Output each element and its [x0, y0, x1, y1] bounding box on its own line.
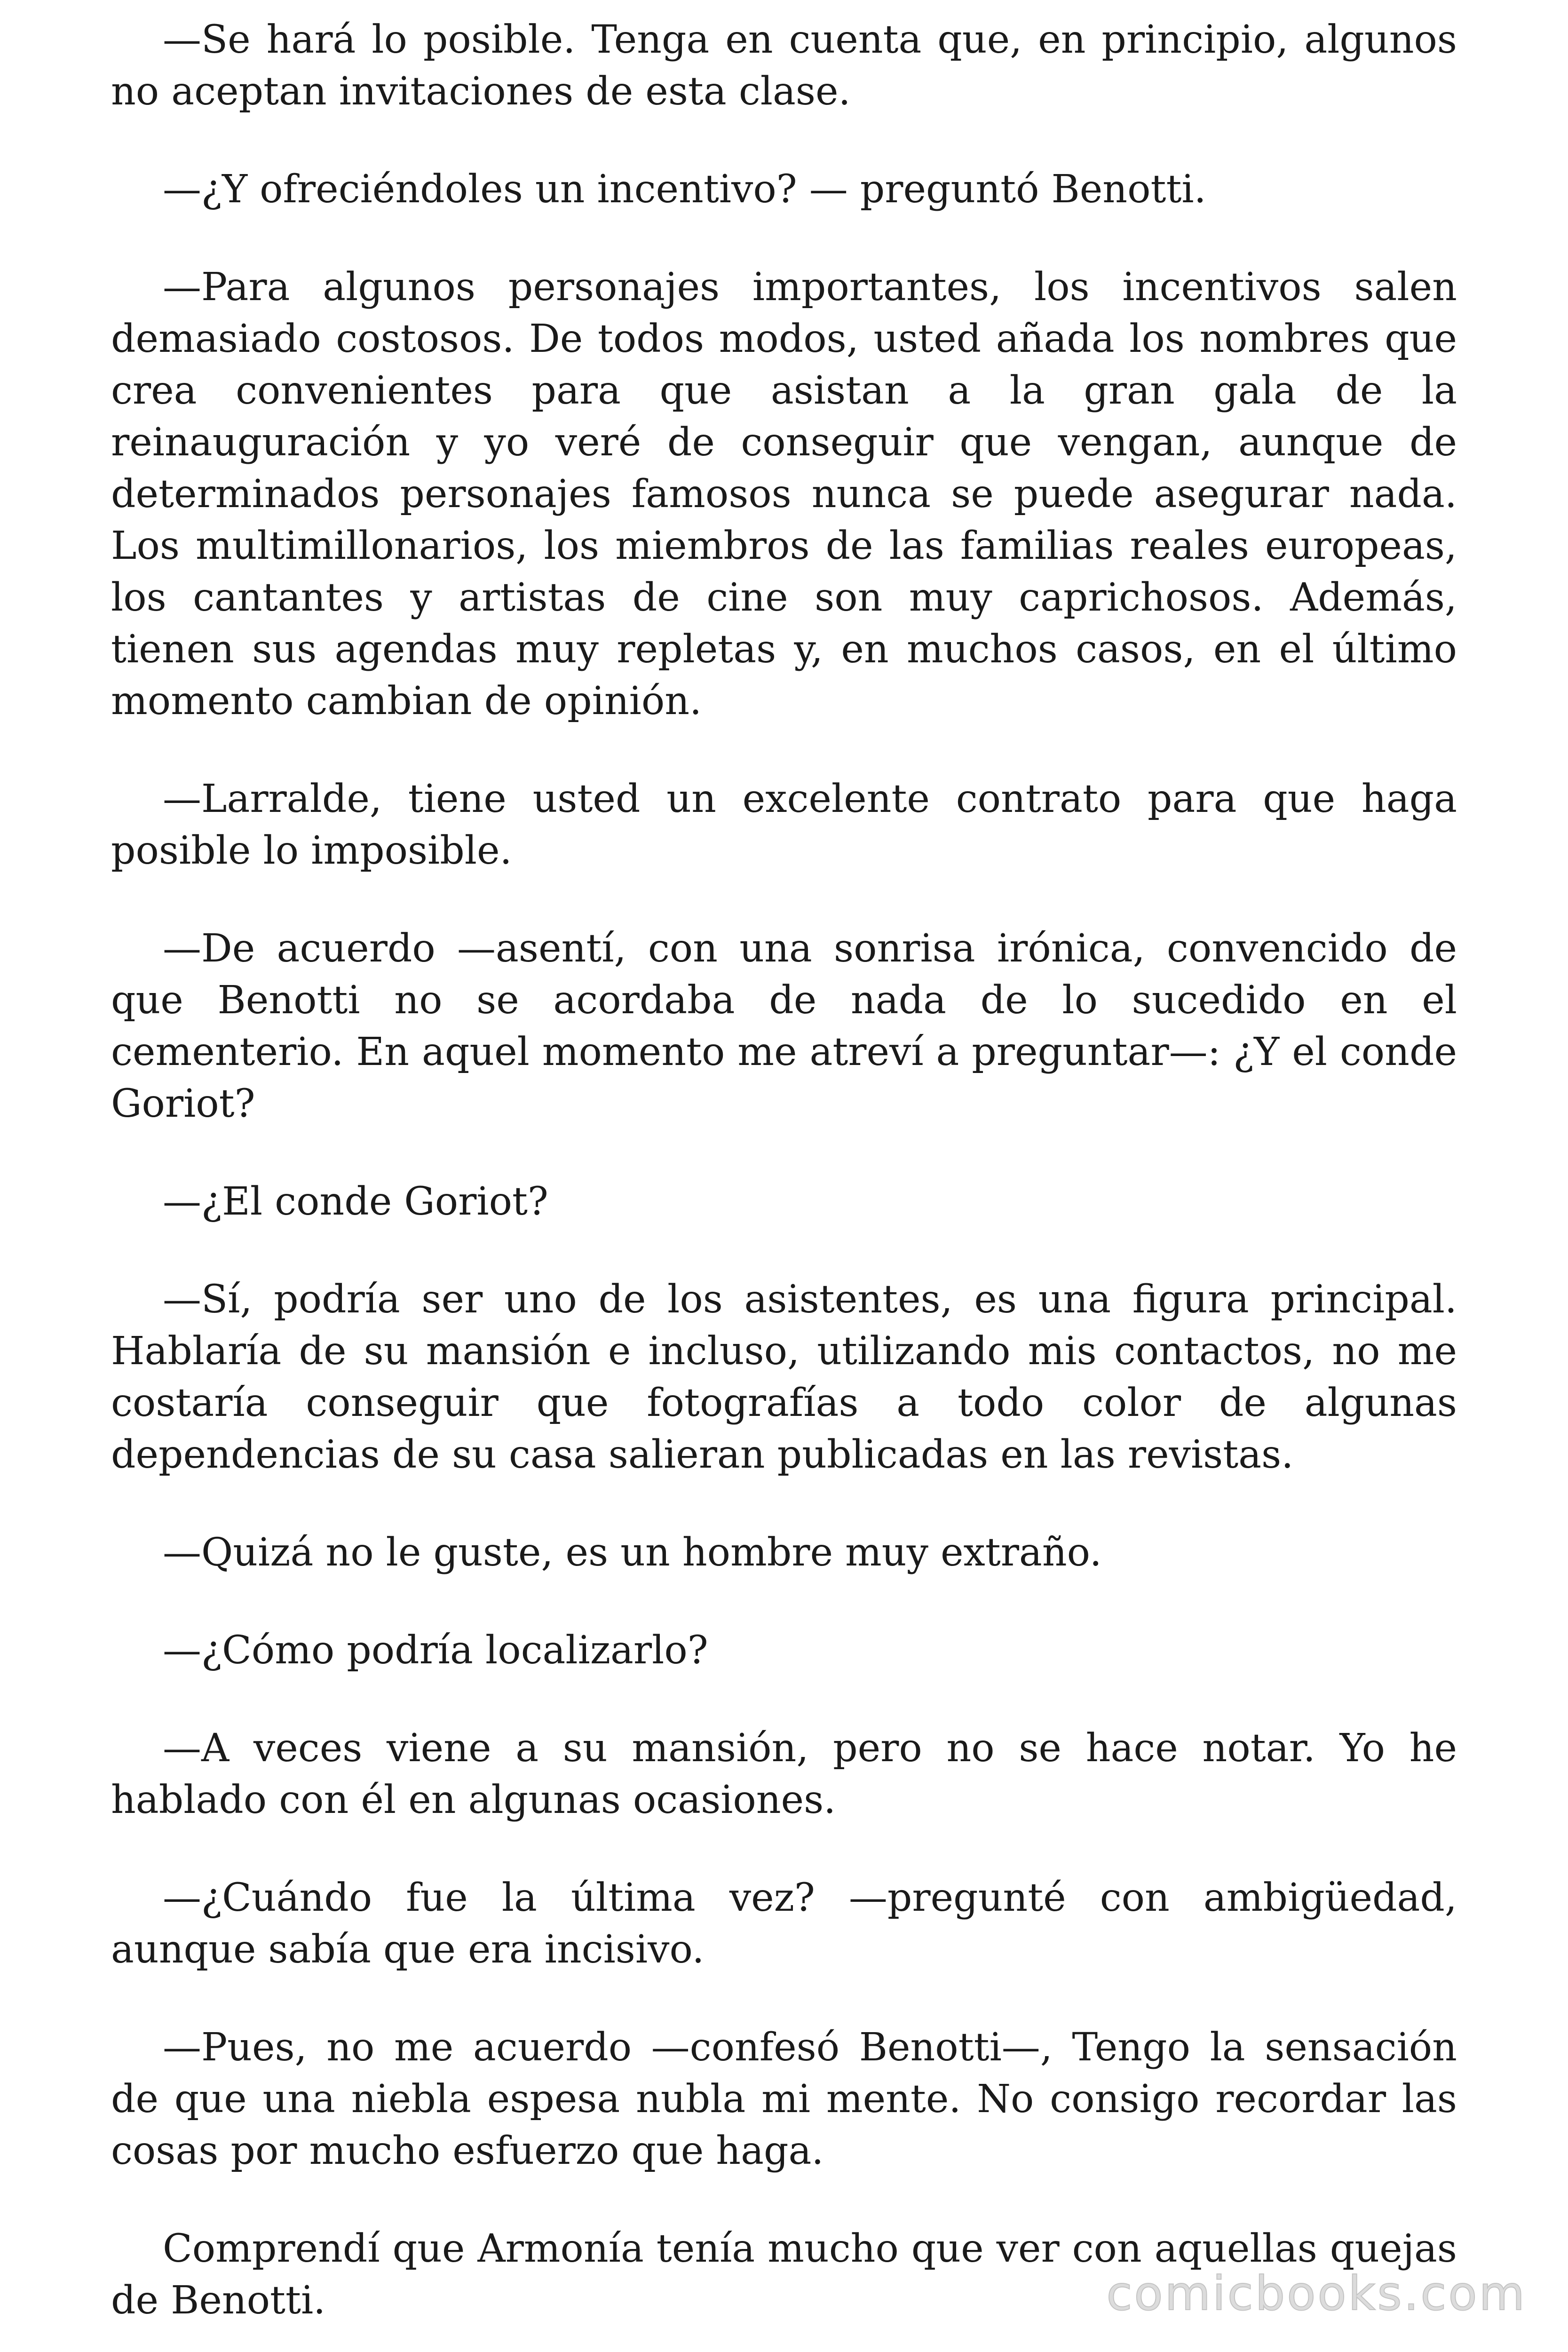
- watermark-text: comicbooks.com: [1106, 2266, 1527, 2321]
- book-page: [111, 14, 1457, 2327]
- paragraph-7: —Sí, podría ser uno de los asistentes, es una figura principal. Hablaría de su mansión e incluso, utilizando mis contactos, no me costaría conseguir que fotografías a todo color de algunas dependencias de su casa salieran publicadas en las revistas.: [111, 1277, 1457, 1477]
- paragraph-5: —De acuerdo —asentí, con una sonrisa irónica, convencido de que Benotti no se acordaba de nada de lo sucedido en el cementerio. En aquel momento me atreví a preguntar—: ¿Y el conde Goriot?: [111, 926, 1457, 1126]
- paragraph-3: —Para algunos personajes importantes, los incentivos salen demasiado costosos. De todos modos, usted añada los nombres que crea convenientes para que asistan a la gran gala de la reinauguración y yo veré de conseguir que vengan, aunque de determinados personajes famosos nunca se puede asegurar nada. Los multimillonarios, los miembros de las familias reales europeas, los cantantes y artistas de cine son muy caprichosos. Además, tienen sus agendas muy repletas y, en muchos casos, en el último momento cambian de opinión.: [111, 265, 1457, 723]
- paragraph-1: —Se hará lo posible. Tenga en cuenta que, en principio, algunos no aceptan invitaciones de esta clase.: [111, 17, 1457, 114]
- paragraph-4: —Larralde, tiene usted un excelente contrato para que haga posible lo imposible.: [111, 777, 1457, 873]
- paragraph-8: —Quizá no le guste, es un hombre muy extraño.: [163, 1530, 1102, 1575]
- paragraph-2: —¿Y ofreciéndoles un incentivo? — preguntó Benotti.: [163, 167, 1206, 212]
- paragraph-13: Comprendí que Armonía tenía mucho que ver con aquellas quejas de Benotti.: [111, 2226, 1457, 2323]
- paragraph-6: —¿El conde Goriot?: [163, 1179, 548, 1224]
- paragraph-11: —¿Cuándo fue la última vez? —pregunté con ambigüedad, aunque sabía que era incisivo.: [111, 1875, 1457, 1972]
- paragraph-9: —¿Cómo podría localizarlo?: [163, 1628, 708, 1673]
- paragraph-12: —Pues, no me acuerdo —confesó Benotti—, Tengo la sensación de que una niebla espesa nubla mi mente. No consigo recordar las cosas por mucho esfuerzo que haga.: [111, 2025, 1457, 2173]
- paragraph-10: —A veces viene a su mansión, pero no se hace notar. Yo he hablado con él en algunas ocasiones.: [111, 1726, 1457, 1822]
